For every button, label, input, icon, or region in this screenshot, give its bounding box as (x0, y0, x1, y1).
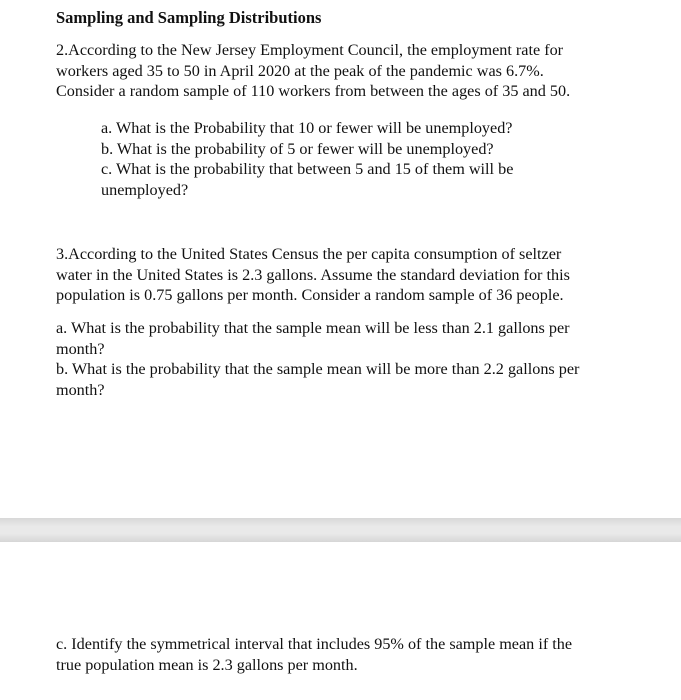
question-3-part-b: b. What is the probability that the sample mean will be more than 2.2 gallons per (56, 360, 580, 378)
question-2-part-b: b. What is the probability of 5 or fewer will be unemployed? (101, 139, 494, 158)
question-3-intro (56, 244, 570, 306)
question-2-intro (56, 40, 570, 102)
question-2-intro-line: workers aged 35 to 50 in April 2020 at the peak of the pandemic was 6.7%. (56, 61, 544, 80)
question-3-intro-line: water in the United States is 2.3 gallons. Assume the standard deviation for this (56, 265, 570, 284)
question-2-part-c-continued: unemployed? (101, 180, 189, 199)
question-3-intro-line: 3.According to the United States Census the per capita consumption of seltzer (56, 245, 562, 263)
document-heading: Sampling and Sampling Distributions (56, 8, 322, 27)
question-3-part-b-continued: month? (56, 380, 105, 399)
question-2-part-a: a. What is the Probability that 10 or fewer will be unemployed? (101, 119, 513, 137)
question-2-parts (101, 118, 513, 200)
question-2-intro-line: Consider a random sample of 110 workers from between the ages of 35 and 50. (56, 82, 571, 100)
question-3-part-a-continued: month? (56, 339, 105, 358)
question-3-part-c-line: true population mean is 2.3 gallons per month. (56, 655, 358, 674)
question-2-intro-line: 2.According to the New Jersey Employment Council, the employment rate for (56, 41, 564, 59)
question-3-part-a: a. What is the probability that the sample mean will be less than 2.1 gallons per (56, 319, 570, 337)
page-bottom (0, 542, 681, 700)
question-3-part-c (56, 634, 572, 675)
question-3-intro-line: population is 0.75 gallons per month. Consider a random sample of 36 people. (56, 286, 564, 304)
question-3-part-c-line: c. Identify the symmetrical interval that includes 95% of the sample mean if the (56, 635, 573, 653)
question-2-part-c: c. What is the probability that between 5 and 15 of them will be (101, 160, 514, 178)
page-break (0, 518, 681, 542)
question-3-parts (56, 318, 579, 400)
